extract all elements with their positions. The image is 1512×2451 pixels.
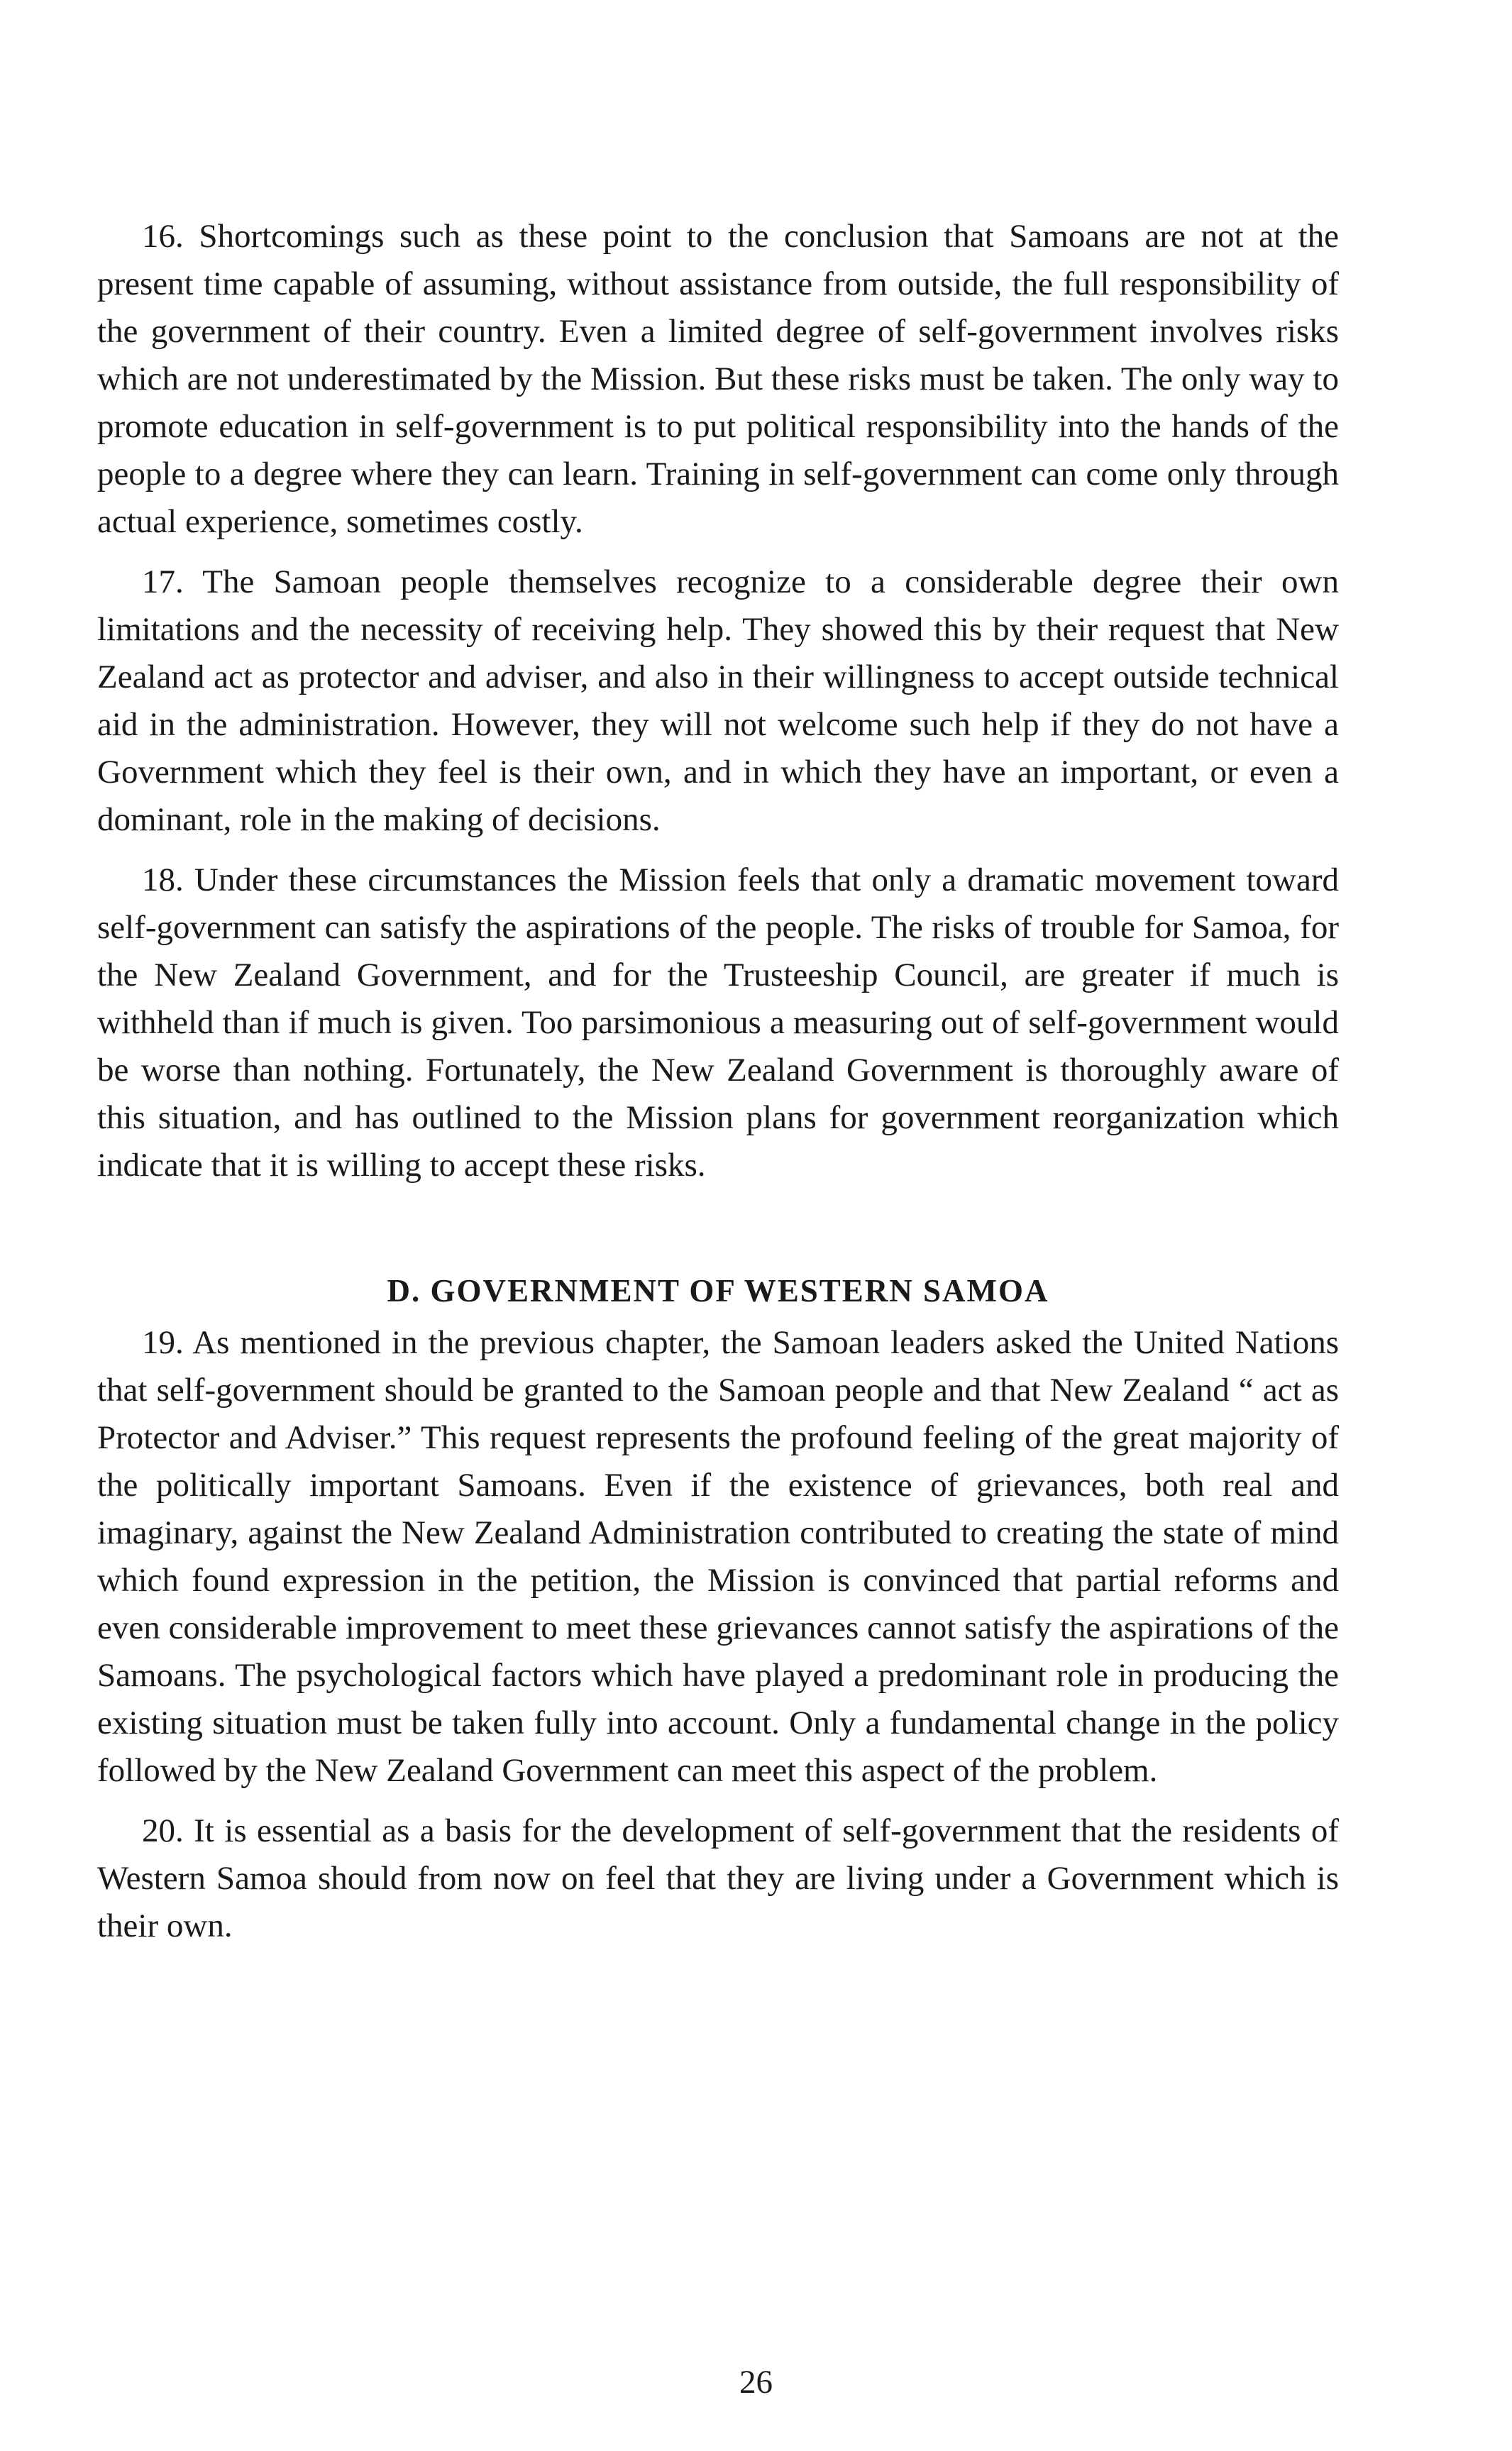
paragraph-20: [97, 1807, 1339, 1950]
paragraph-number: 20.: [142, 1812, 184, 1849]
section-heading: D. GOVERNMENT OF WESTERN SAMOA: [387, 1273, 1049, 1309]
paragraph-number: 17.: [142, 563, 184, 600]
paragraph-text: The Samoan people themselves recognize to a considerable degree their own limitations and the necessity of receiving help. They showed this by their request that New Zealand act as protector and adviser, and also in their willingness to accept outside technical aid in the administration. However, they will not welcome such help if they do not have a Government which they feel is their own, and in which they have an important, or even a dominant, role in the making of decisions.: [97, 563, 1339, 838]
document-page: [97, 213, 1339, 1950]
paragraph-19: [97, 1319, 1339, 1795]
paragraph-number: 18.: [142, 861, 184, 898]
paragraph-text: Under these circumstances the Mission feels that only a dramatic movement toward self-government can satisfy the aspirations of the people. The risks of trouble for Samoa, for the New Zealand Government, and for the Trusteeship Council, are greater if much is withheld than if much is given. Too parsimonious a measuring out of self-government would be worse than nothing. Fortunately, the New Zealand Government is thoroughly aware of this situation, and has outlined to the Mission plans for government reorganization which indicate that it is willing to accept these risks.: [97, 861, 1340, 1184]
page-number: 26: [739, 2364, 773, 2401]
paragraph-text: Shortcomings such as these point to the conclusion that Samoans are not at the present time capable of assuming, without assistance from outside, the full responsibility of the government of their country. Even a limited degree of self-government involves risks which are not underestimated by the Mission. But these risks must be taken. The only way to promote education in self-government is to put political responsibility into the hands of the people to a degree where they can learn. Training in self-government can come only through actual experience, sometimes costly.: [97, 218, 1339, 540]
paragraph-text: As mentioned in the previous chapter, the Samoan leaders asked the United Nations that self-government should be granted to the Samoan people and that New Zealand “ act as Protector and Adviser.” This request represents the profound feeling of the great majority of the politically important Samoans. Even if the existence of grievances, both real and imaginary, against the New Zealand Administration contributed to creating the state of mind which found expression in the petition, the Mission is convinced that partial reforms and even considerable improvement to meet these grievances cannot satisfy the aspirations of the Samoans. The psychological factors which have played a predominant role in producing the existing situation must be taken fully into account. Only a fundamental change in the policy followed by the New Zealand Government can meet this aspect of the problem.: [97, 1324, 1339, 1789]
paragraph-number: 19.: [142, 1324, 184, 1361]
paragraph-text: It is essential as a basis for the development of self-government that the residents of Western Samoa should from now on feel that they are living under a Government which is their own.: [97, 1812, 1339, 1944]
paragraph-number: 16.: [142, 218, 184, 255]
paragraph-17: [97, 558, 1339, 844]
paragraph-18: [97, 857, 1339, 1189]
paragraph-16: [97, 213, 1339, 546]
